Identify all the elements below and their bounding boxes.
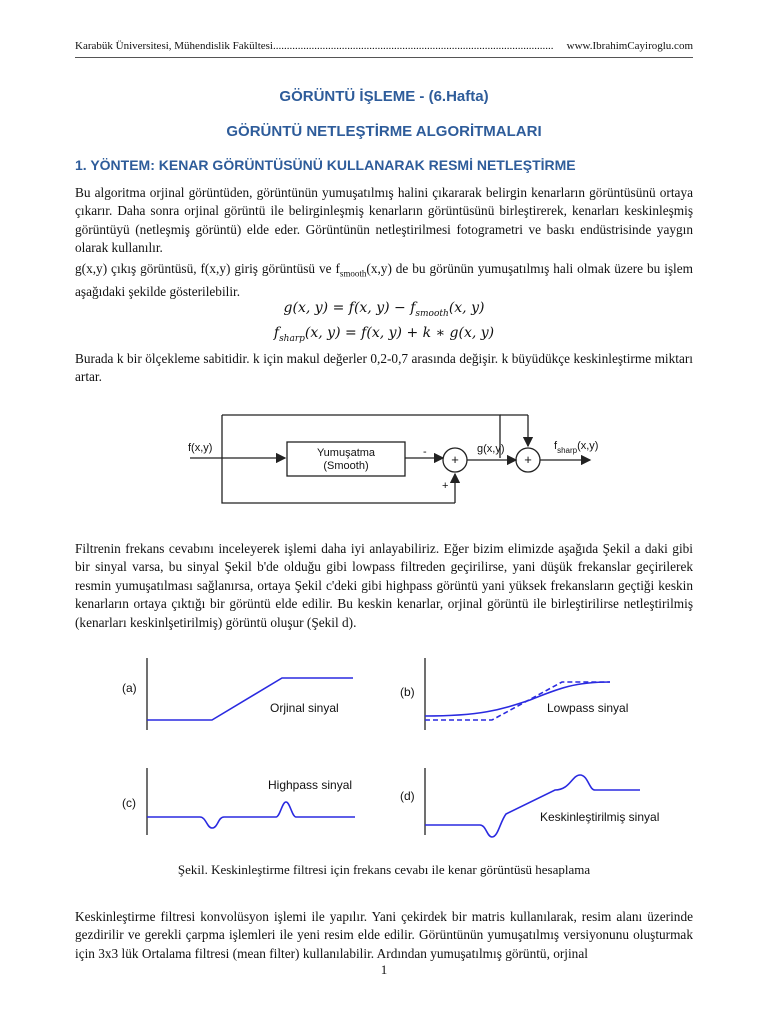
- plot-a-tag: (a): [122, 681, 137, 695]
- paragraph-2: [75, 260, 693, 301]
- para2-b: (x,y) de bu görünün yumuşatılmış hali olmak üzere bu işlem aşağıdaki şekilde gösterilebilir.: [75, 261, 693, 300]
- figure-caption: Şekil. Keskinleştirme filtresi için frekans cevabı ile kenar görüntüsü hesaplama: [177, 862, 591, 877]
- eq1-sub: smooth: [415, 308, 449, 319]
- out-rest: (x,y): [577, 440, 599, 452]
- paragraph-3: Burada k bir ölçekleme sabitidir. k için makul değerler 0,2-0,7 arasında değişir. k büyüdükçe keskinleştirme miktarı artar.: [75, 351, 693, 385]
- block-label-1: Yumuşatma: [316, 447, 376, 459]
- signal-c-line: [147, 802, 355, 828]
- page-header: [75, 40, 693, 54]
- plot-c-label: Highpass sinyal: [268, 778, 353, 792]
- equation-1: [0, 300, 768, 319]
- section-heading: 1. YÖNTEM: KENAR GÖRÜNTÜSÜNÜ KULLANARAK RESMİ NETLEŞTİRME: [75, 157, 576, 173]
- plot-b-label: Lowpass sinyal: [547, 701, 629, 715]
- plot-c-tag: (c): [122, 796, 136, 810]
- header-left: Karabük Üniversitesi, Mühendislik Fakültesi......................................................................................................: [75, 40, 554, 52]
- out-sub: sharp: [557, 446, 578, 455]
- signal-d-line: [425, 775, 640, 837]
- plus-sign: +: [442, 480, 449, 492]
- eq2-lhs: f: [273, 325, 280, 341]
- page-number: 1: [380, 962, 388, 977]
- header-rule: [75, 57, 693, 58]
- plot-d-label: Keskinleştirilmiş sinyal: [540, 810, 660, 824]
- plot-a-label: Orjinal sinyal: [270, 701, 339, 715]
- page-title: GÖRÜNTÜ İŞLEME - (6.Hafta): [279, 88, 489, 105]
- minus-sign: -: [423, 446, 427, 458]
- eq2-sub: sharp: [279, 333, 305, 344]
- page-subtitle: GÖRÜNTÜ NETLEŞTİRME ALGORİTMALARI: [226, 123, 542, 140]
- para2-a: g(x,y) çıkış görüntüsü, f(x,y) giriş görüntüsü ve f: [75, 261, 340, 276]
- signal-figure: [110, 650, 690, 845]
- paragraph-1: Bu algoritma orjinal görüntüden, görüntünün yumuşatılmış halini çıkararak belirgin kenarların görüntüsünü ortaya çıkarır. Daha sonra orjinal görüntü ile belirginleşmiş kenarların görüntüsünü birleştirerek, kenarları keskinleşmiş görüntüyü (netleşmiş görüntü) elde eder. Görüntünün netleştirilmesi fotogrametri ve baskı endüstrisinde yaygın olarak kullanılır.: [75, 185, 693, 256]
- diagram-mid-label: g(x,y): [477, 443, 505, 455]
- eq2-rhs: (x, y) = f(x, y) + k ∗ g(x, y): [304, 325, 495, 341]
- diagram-input-label: f(x,y): [188, 442, 213, 454]
- plot-b-tag: (b): [400, 685, 415, 699]
- diagram-output-label: [554, 440, 598, 455]
- out-main: f: [554, 440, 558, 452]
- block-label-2: (Smooth): [323, 460, 369, 472]
- eq1-rhs: (x, y): [448, 300, 485, 316]
- para2-sub: smooth: [339, 268, 367, 279]
- paragraph-5: Keskinleştirme filtresi konvolüsyon işlemi ile yapılır. Yani çekirdek bir matris kullanılarak, resim alanı üzerinde gezdirilir ve gerekli çarpma işlemleri ile yeni resim elde edilir. Görüntünün yumuşatılmış versiyonunu oluşturmak için 3x3 lük Ortalama filtresi (mean filter) kullanılabilir. Ardından yumuşatılmış görüntü, orjinal: [75, 909, 693, 961]
- plot-d-tag: (d): [400, 789, 415, 803]
- paragraph-4: Filtrenin frekans cevabını inceleyerek işlemi daha iyi anlayabiliriz. Eğer bizim elimizde aşağıda Şekil a daki gibi bir sinyal varsa, bu sinyal Şekil b'de olduğu gibi lowpass filtreden geçirilirse, yani düşük frekanslar geçirilerek resmin yumuşatılması sağlanırsa, ortaya Şekil c'deki gibi highpass görüntü yani yüksek frekansların geçtiği keskin kenarların ortaya çıktığı bir görüntü elde edilir. Bu keskin kenarlar, orjinal görüntü ile birleştirilirse netleştirilmiş (kenarları keskinlşetirilmiş) görüntü oluşur (Şekil d).: [75, 541, 693, 630]
- sum-symbol-1: +: [451, 452, 459, 467]
- eq1-lhs: g(x, y) = f(x, y) − f: [283, 300, 416, 316]
- header-right: www.IbrahimCayiroglu.com: [566, 40, 693, 52]
- equation-2: [0, 325, 768, 344]
- block-diagram: [180, 405, 610, 515]
- sum-symbol-2: +: [524, 452, 532, 467]
